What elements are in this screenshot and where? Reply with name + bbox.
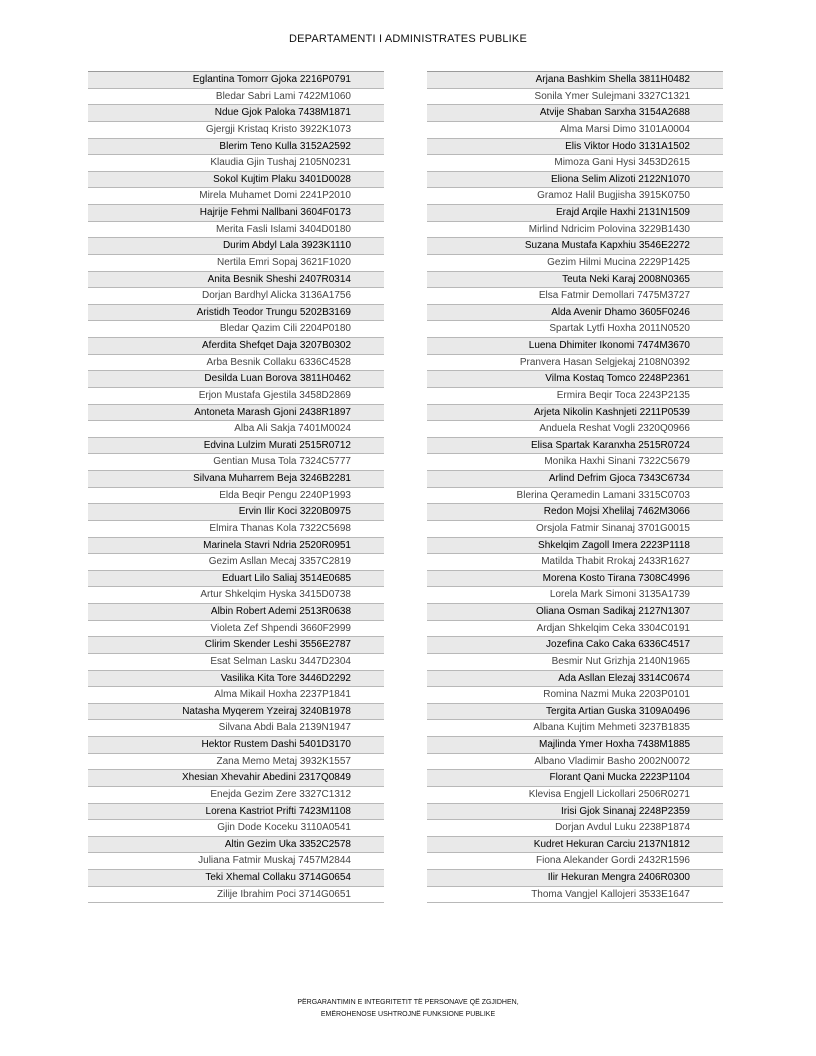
list-item: Ndue Gjok Paloka 7438M1871 <box>88 105 384 122</box>
footer-line-1: PËRGARANTIMIN E INTEGRITETIT TË PERSONAVE QË ZGJIDHEN, <box>297 999 519 1006</box>
list-item: Arlind Defrim Gjoca 7343C6734 <box>427 471 723 488</box>
list-item: Lorena Kastriot Prifti 7423M1108 <box>88 804 384 821</box>
list-item: Mirela Muhamet Domi 2241P2010 <box>88 188 384 205</box>
list-item: Zilije Ibrahim Poci 3714G0651 <box>88 887 384 904</box>
list-item: Clirim Skender Leshi 3556E2787 <box>88 637 384 654</box>
list-item: Blerina Qeramedin Lamani 3315C0703 <box>427 488 723 505</box>
list-item: Artur Shkelqim Hyska 3415D0738 <box>88 587 384 604</box>
list-item: Jozefina Cako Caka 6336C4517 <box>427 637 723 654</box>
list-item: Majlinda Ymer Hoxha 7438M1885 <box>427 737 723 754</box>
list-item: Esat Selman Lasku 3447D2304 <box>88 654 384 671</box>
list-item: Hektor Rustem Dashi 5401D3170 <box>88 737 384 754</box>
list-item: Spartak Lytfi Hoxha 2011N0520 <box>427 321 723 338</box>
list-item: Natasha Myqerem Yzeiraj 3240B1978 <box>88 704 384 721</box>
list-item: Nertila Emri Sopaj 3621F1020 <box>88 255 384 272</box>
list-item: Pranvera Hasan Selgjekaj 2108N0392 <box>427 355 723 372</box>
list-item: Edvina Lulzim Murati 2515R0712 <box>88 438 384 455</box>
list-item: Arjana Bashkim Shella 3811H0482 <box>427 72 723 89</box>
list-item: Erajd Arqile Haxhi 2131N1509 <box>427 205 723 222</box>
list-item: Albano Vladimir Basho 2002N0072 <box>427 754 723 771</box>
list-item: Aferdita Shefqet Daja 3207B0302 <box>88 338 384 355</box>
list-item: Luena Dhimiter Ikonomi 7474M3670 <box>427 338 723 355</box>
list-item: Elisa Spartak Karanxha 2515R0724 <box>427 438 723 455</box>
list-item: Sokol Kujtim Plaku 3401D0028 <box>88 172 384 189</box>
list-item: Tergita Artian Guska 3109A0496 <box>427 704 723 721</box>
list-item: Mirlind Ndricim Polovina 3229B1430 <box>427 222 723 239</box>
list-item: Dorjan Bardhyl Alicka 3136A1756 <box>88 288 384 305</box>
list-item: Blerim Teno Kulla 3152A2592 <box>88 139 384 156</box>
list-item: Oliana Osman Sadikaj 2127N1307 <box>427 604 723 621</box>
list-item: Kudret Hekuran Carciu 2137N1812 <box>427 837 723 854</box>
list-item: Florant Qani Mucka 2223P1104 <box>427 770 723 787</box>
list-item: Albin Robert Ademi 2513R0638 <box>88 604 384 621</box>
list-item: Albana Kujtim Mehmeti 3237B1835 <box>427 720 723 737</box>
list-item: Vasilika Kita Tore 3446D2292 <box>88 671 384 688</box>
list-item: Matilda Thabit Rrokaj 2433R1627 <box>427 554 723 571</box>
list-item: Gezim Hilmi Mucina 2229P1425 <box>427 255 723 272</box>
list-item: Eliona Selim Alizoti 2122N1070 <box>427 172 723 189</box>
list-item: Orsjola Fatmir Sinanaj 3701G0015 <box>427 521 723 538</box>
list-item: Gramoz Halil Bugjisha 3915K0750 <box>427 188 723 205</box>
list-item: Elda Beqir Pengu 2240P1993 <box>88 488 384 505</box>
list-item: Alba Ali Sakja 7401M0024 <box>88 421 384 438</box>
list-item: Fiona Alekander Gordi 2432R1596 <box>427 853 723 870</box>
list-item: Morena Kosto Tirana 7308C4996 <box>427 571 723 588</box>
list-item: Juliana Fatmir Muskaj 7457M2844 <box>88 853 384 870</box>
list-item: Aristidh Teodor Trungu 5202B3169 <box>88 305 384 322</box>
list-item: Anduela Reshat Vogli 2320Q0966 <box>427 421 723 438</box>
list-item: Merita Fasli Islami 3404D0180 <box>88 222 384 239</box>
list-item: Mimoza Gani Hysi 3453D2615 <box>427 155 723 172</box>
list-item: Desilda Luan Borova 3811H0462 <box>88 371 384 388</box>
list-item: Atvije Shaban Sarxha 3154A2688 <box>427 105 723 122</box>
list-item: Gentian Musa Tola 7324C5777 <box>88 454 384 471</box>
list-item: Suzana Mustafa Kapxhiu 3546E2272 <box>427 238 723 255</box>
list-item: Ervin Ilir Koci 3220B0975 <box>88 504 384 521</box>
list-item: Violeta Zef Shpendi 3660F2999 <box>88 621 384 638</box>
list-item: Gjergji Kristaq Kristo 3922K1073 <box>88 122 384 139</box>
list-item: Zana Memo Metaj 3932K1557 <box>88 754 384 771</box>
list-item: Erjon Mustafa Gjestila 3458D2869 <box>88 388 384 405</box>
list-item: Sonila Ymer Sulejmani 3327C1321 <box>427 89 723 106</box>
list-item: Silvana Muharrem Beja 3246B2281 <box>88 471 384 488</box>
list-item: Redon Mojsi Xhelilaj 7462M3066 <box>427 504 723 521</box>
list-item: Antoneta Marash Gjoni 2438R1897 <box>88 405 384 422</box>
list-item: Elis Viktor Hodo 3131A1502 <box>427 139 723 156</box>
list-item: Arjeta Nikolin Kashnjeti 2211P0539 <box>427 405 723 422</box>
list-item: Eglantina Tomorr Gjoka 2216P0791 <box>88 72 384 89</box>
list-item: Alma Marsi Dimo 3101A0004 <box>427 122 723 139</box>
list-item: Lorela Mark Simoni 3135A1739 <box>427 587 723 604</box>
list-item: Teki Xhemal Collaku 3714G0654 <box>88 870 384 887</box>
list-item: Vilma Kostaq Tomco 2248P2361 <box>427 371 723 388</box>
list-item: Gezim Asllan Mecaj 3357C2819 <box>88 554 384 571</box>
list-item: Altin Gezim Uka 3352C2578 <box>88 837 384 854</box>
list-item: Enejda Gezim Zere 3327C1312 <box>88 787 384 804</box>
list-item: Elmira Thanas Kola 7322C5698 <box>88 521 384 538</box>
list-item: Irisi Gjok Sinanaj 2248P2359 <box>427 804 723 821</box>
list-item: Marinela Stavri Ndria 2520R0951 <box>88 538 384 555</box>
list-item: Alda Avenir Dhamo 3605F0246 <box>427 305 723 322</box>
list-item: Klevisa Engjell Lickollari 2506R0271 <box>427 787 723 804</box>
list-item: Shkelqim Zagoll Imera 2223P1118 <box>427 538 723 555</box>
list-item: Ilir Hekuran Mengra 2406R0300 <box>427 870 723 887</box>
list-item: Ermira Beqir Toca 2243P2135 <box>427 388 723 405</box>
list-item: Ada Asllan Elezaj 3314C0674 <box>427 671 723 688</box>
list-item: Bledar Qazim Cili 2204P0180 <box>88 321 384 338</box>
list-item: Anita Besnik Sheshi 2407R0314 <box>88 272 384 289</box>
list-item: Bledar Sabri Lami 7422M1060 <box>88 89 384 106</box>
list-item: Elsa Fatmir Demollari 7475M3727 <box>427 288 723 305</box>
list-item: Hajrije Fehmi Nallbani 3604F0173 <box>88 205 384 222</box>
list-item: Romina Nazmi Muka 2203P0101 <box>427 687 723 704</box>
list-item: Silvana Abdi Bala 2139N1947 <box>88 720 384 737</box>
list-item: Alma Mikail Hoxha 2237P1841 <box>88 687 384 704</box>
list-item: Ardjan Shkelqim Ceka 3304C0191 <box>427 621 723 638</box>
left-name-list <box>88 71 384 903</box>
list-item: Dorjan Avdul Luku 2238P1874 <box>427 820 723 837</box>
list-item: Besmir Nut Grizhja 2140N1965 <box>427 654 723 671</box>
list-item: Arba Besnik Collaku 6336C4528 <box>88 355 384 372</box>
list-item: Klaudia Gjin Tushaj 2105N0231 <box>88 155 384 172</box>
list-item: Durim Abdyl Lala 3923K1110 <box>88 238 384 255</box>
right-name-list <box>427 71 723 903</box>
list-item: Xhesian Xhevahir Abedini 2317Q0849 <box>88 770 384 787</box>
page-footer <box>0 997 816 1021</box>
list-item: Thoma Vangjel Kallojeri 3533E1647 <box>427 887 723 904</box>
page-title: DEPARTAMENTI I ADMINISTRATES PUBLIKE <box>288 33 528 45</box>
list-item: Gjin Dode Koceku 3110A0541 <box>88 820 384 837</box>
footer-line-2: EMËROHENOSE USHTROJNË FUNKSIONE PUBLIKE <box>320 1011 496 1018</box>
list-item: Eduart Lilo Saliaj 3514E0685 <box>88 571 384 588</box>
list-item: Teuta Neki Karaj 2008N0365 <box>427 272 723 289</box>
list-item: Monika Haxhi Sinani 7322C5679 <box>427 454 723 471</box>
